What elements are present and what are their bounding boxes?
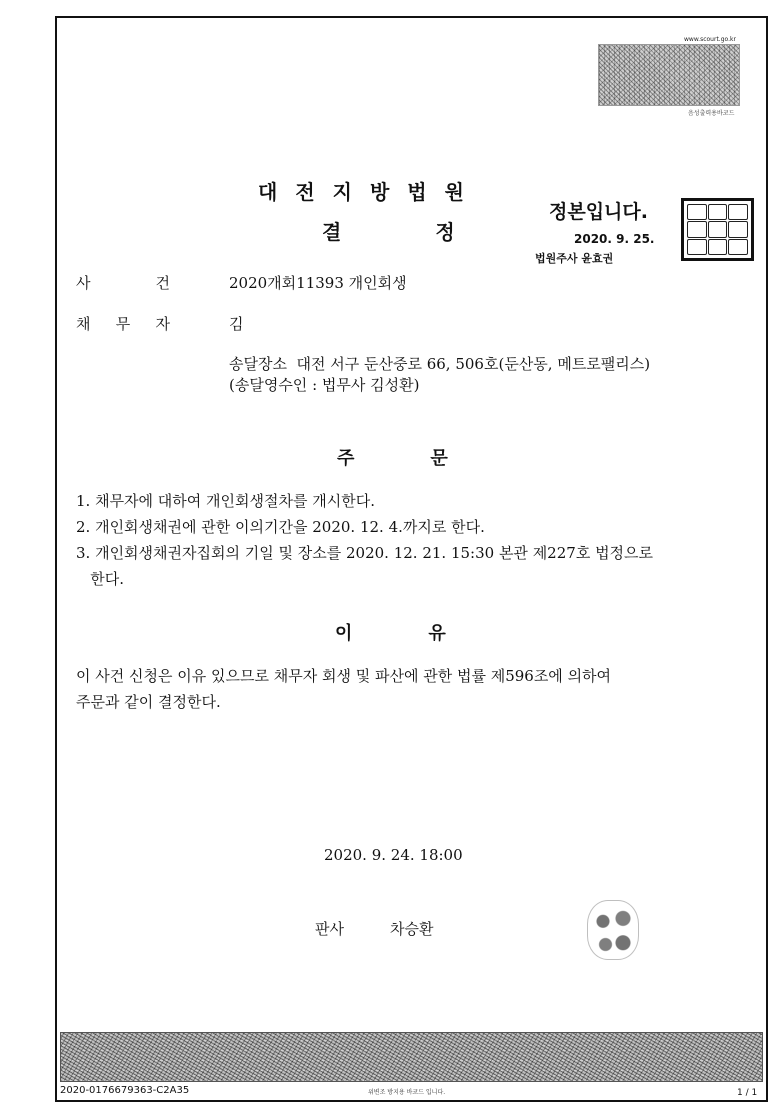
debtor-label-char: 채 bbox=[76, 315, 91, 333]
voice-output-barcode bbox=[598, 44, 740, 106]
order-item: 2. 개인회생채권에 관한 이의기간을 2020. 12. 4.까지로 한다. bbox=[76, 518, 485, 536]
document-kind: 결정 bbox=[322, 220, 549, 244]
decision-datetime: 2020. 9. 24. 18:00 bbox=[324, 846, 463, 864]
debtor-label-char: 자 bbox=[155, 315, 170, 333]
service-agent: (송달영수인 : 법무사 김성환) bbox=[229, 376, 420, 394]
order-item: 1. 채무자에 대하여 개인회생절차를 개시한다. bbox=[76, 492, 375, 510]
barcode-caption: 음성출력용바코드 bbox=[688, 110, 735, 117]
judge-title: 판사 bbox=[315, 920, 344, 938]
service-address: 송달장소 대전 서구 둔산중로 66, 506호(둔산동, 메트로팰리스) bbox=[229, 355, 651, 373]
order-item: 한다. bbox=[76, 570, 125, 588]
page-number: 1 / 1 bbox=[737, 1088, 758, 1098]
debtor-label bbox=[76, 313, 170, 334]
anti-forgery-barcode bbox=[60, 1032, 763, 1082]
barcode-note: 위변조 방지용 바코드 입니다. bbox=[368, 1089, 446, 1096]
debtor-value: 김 bbox=[229, 315, 244, 333]
order-item: 3. 개인회생채권자집회의 기일 및 장소를 2020. 12. 21. 15:30 본관 제227호 법정으로 bbox=[76, 544, 654, 562]
case-label-char: 사 bbox=[76, 274, 91, 292]
court-clerk: 법원주사 윤효권 bbox=[535, 252, 614, 265]
court-seal-stamp bbox=[681, 198, 754, 261]
court-name: 대전지방법원 bbox=[258, 180, 482, 204]
site-url: www.scourt.go.kr bbox=[684, 36, 736, 43]
case-label bbox=[76, 272, 170, 293]
order-list bbox=[76, 488, 736, 592]
reason-heading: 이유 bbox=[335, 623, 522, 644]
document-id: 2020-0176679363-C2A35 bbox=[60, 1085, 190, 1096]
reason-line: 이 사건 신청은 이유 있으므로 채무자 회생 및 파산에 관한 법률 제596조에 의하여 bbox=[76, 667, 612, 685]
case-label-char: 건 bbox=[155, 274, 170, 292]
reason-line: 주문과 같이 결정한다. bbox=[76, 693, 221, 711]
certified-copy-title: 정본입니다. bbox=[549, 201, 648, 223]
reason-body bbox=[76, 663, 736, 715]
debtor-label-char: 무 bbox=[115, 315, 131, 333]
judge-name: 차승환 bbox=[390, 920, 434, 938]
case-value: 2020개회11393 개인회생 bbox=[229, 274, 407, 292]
certified-date: 2020. 9. 25. bbox=[574, 232, 655, 246]
order-heading: 주문 bbox=[337, 448, 524, 469]
judge-seal-stamp bbox=[587, 900, 639, 960]
